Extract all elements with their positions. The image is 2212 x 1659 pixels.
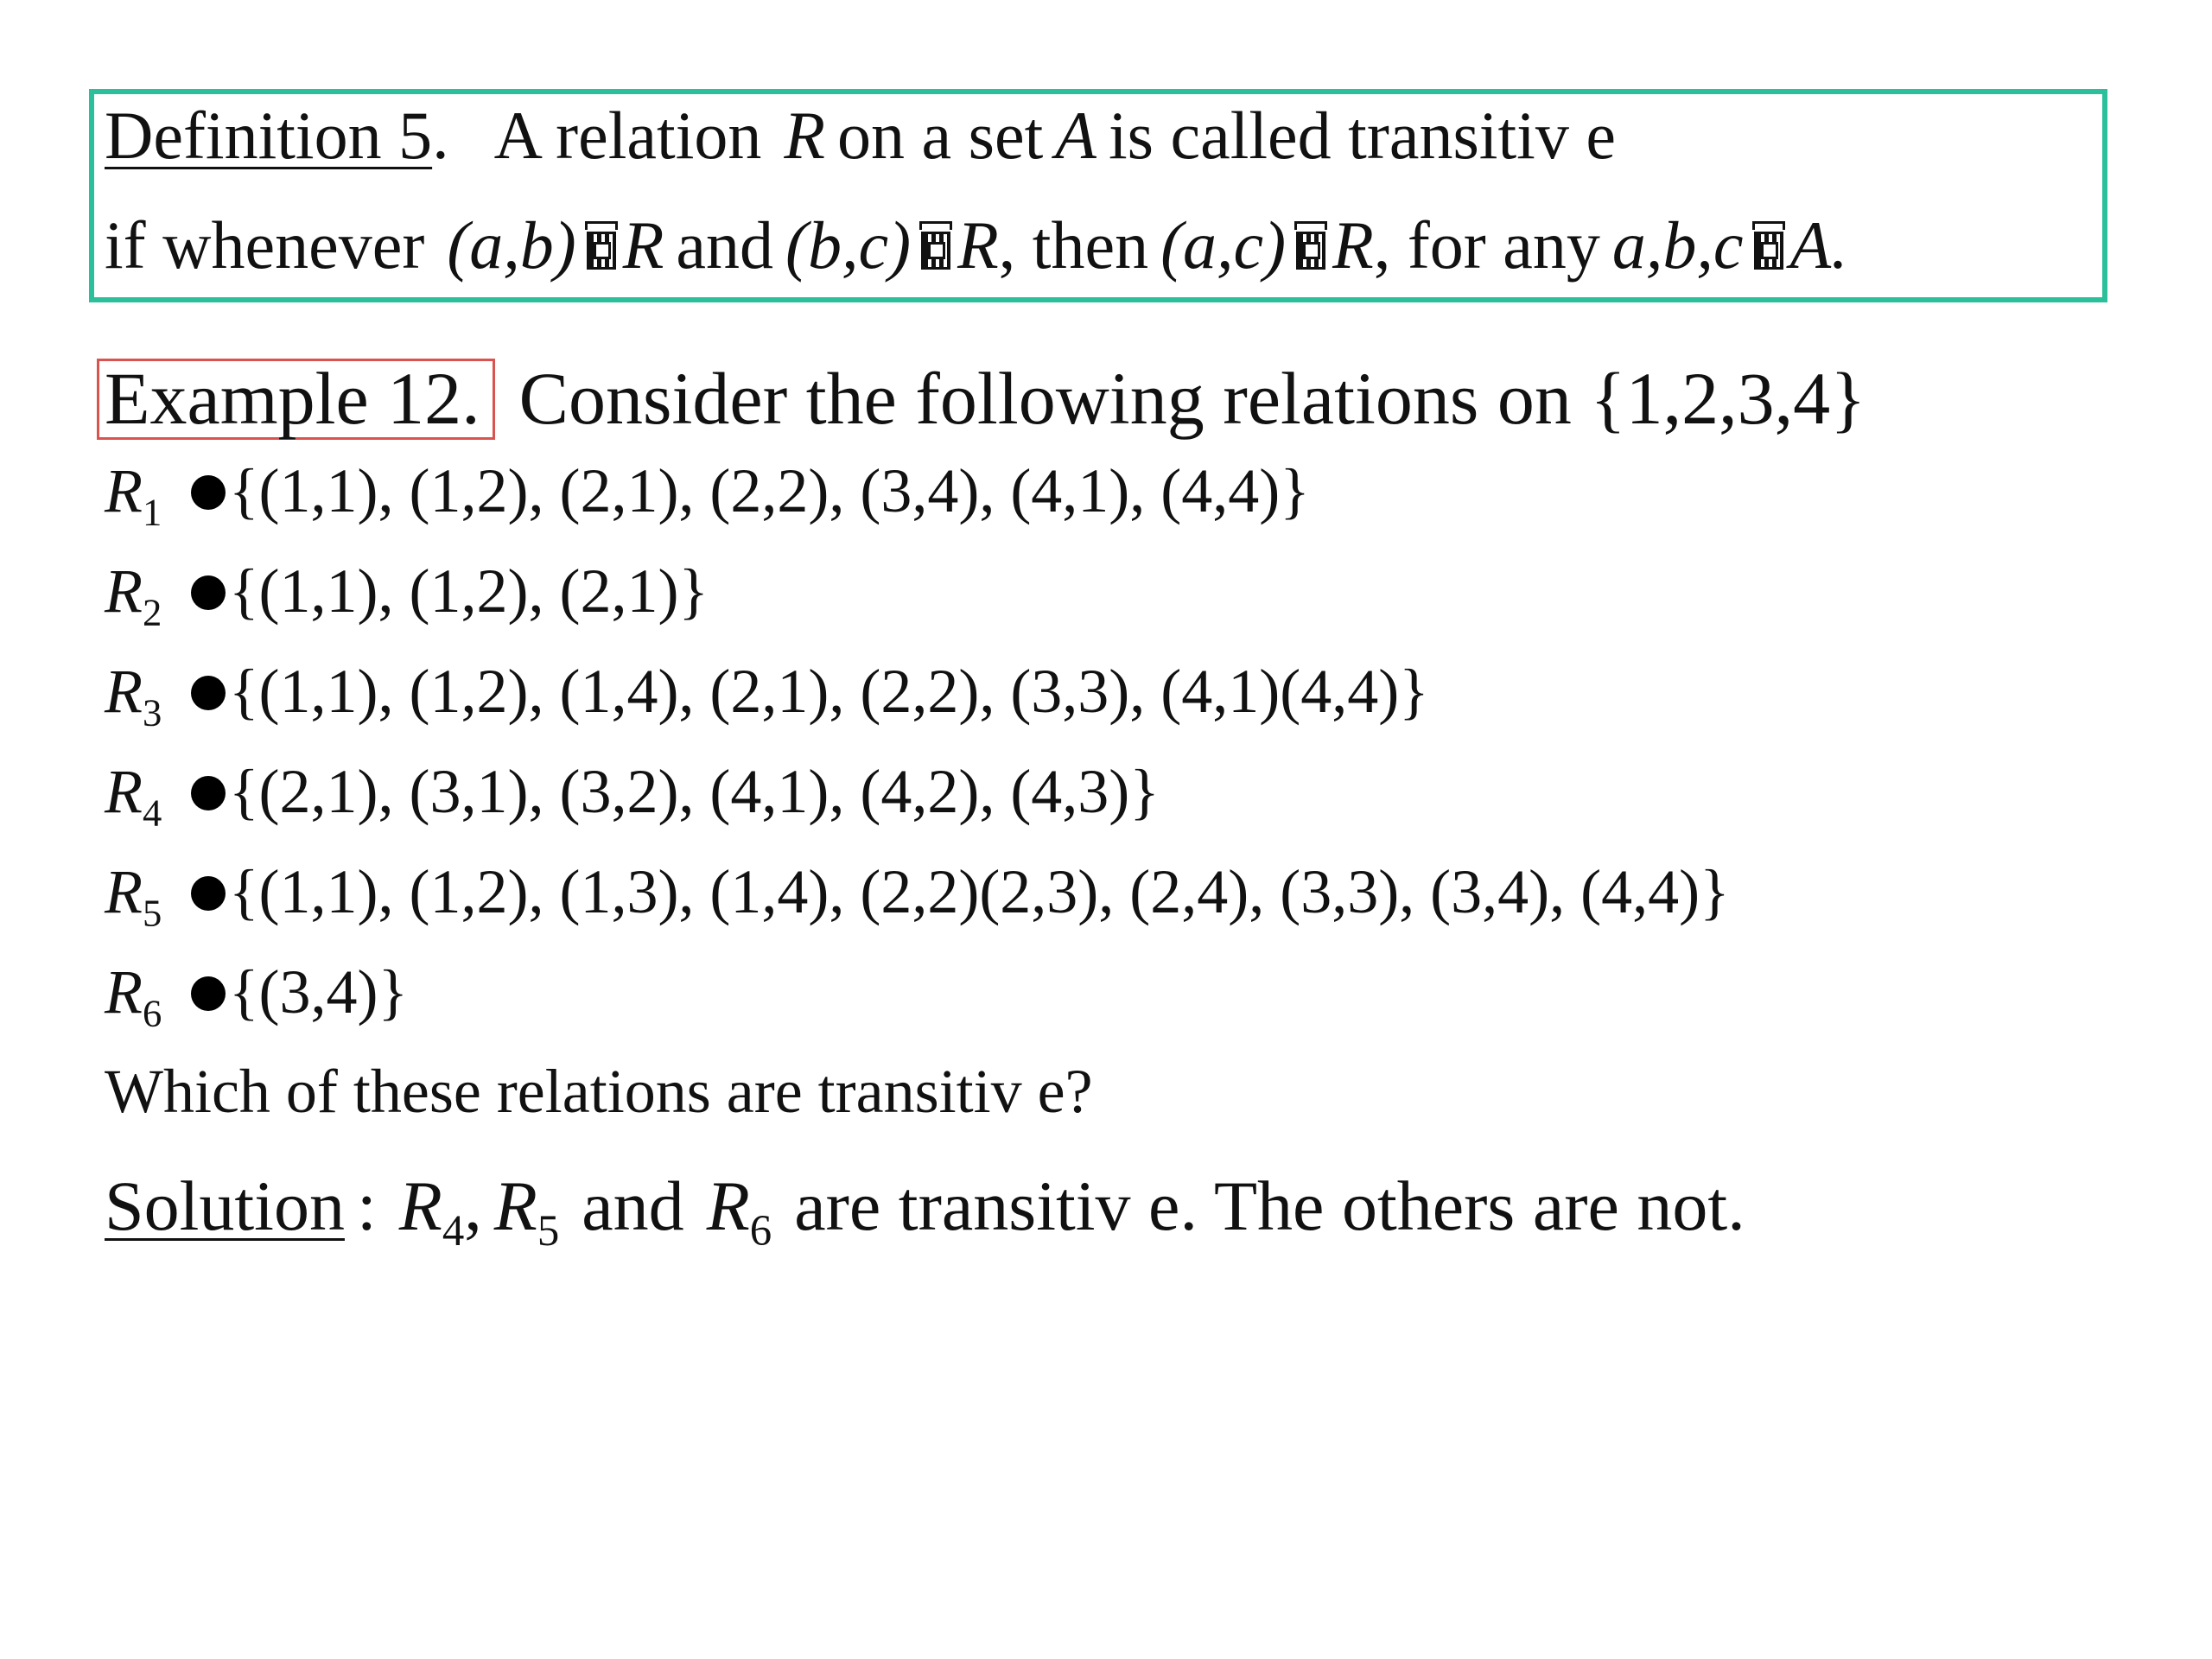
example-label: Example 12.	[97, 359, 495, 440]
solution-r5: $R_5$	[493, 1166, 560, 1255]
relation-set: {(1,1), (1,2), (2,1), (2,2), (3,4), (4,1), (4,4)}	[229, 456, 1310, 525]
definition-label: Definition 5	[105, 98, 433, 173]
vars-abc: a,b,c	[1611, 207, 1744, 283]
relation-set: {(3,4)}	[229, 957, 409, 1027]
question-text: Which of these relations are transitiv e?	[105, 1057, 1093, 1126]
relation-row	[105, 657, 1429, 734]
relation-set: {(1,1), (1,2), (1,3), (1,4), (2,2)(2,3), (2,4), (3,3), (3,4), (4,4)}	[229, 857, 1730, 926]
var-r: R	[1332, 207, 1374, 283]
bullet-icon	[191, 976, 226, 1011]
var-r: R	[957, 207, 999, 283]
is-called-text: is called transitiv e	[1108, 98, 1616, 173]
definition-line-2	[105, 207, 1848, 283]
var-r: R	[784, 98, 826, 173]
element-of-icon	[1749, 221, 1789, 275]
solution-r4: $R_4$	[398, 1166, 465, 1255]
relation-name: $R_1$	[105, 456, 162, 534]
relation-set: {(1,1), (1,2), (1,4), (2,1), (2,2), (3,3), (4,1)(4,4)}	[229, 657, 1429, 726]
solution-line	[105, 1166, 1745, 1255]
bullet-icon	[191, 475, 226, 510]
pair-ab: (a,b)	[447, 207, 576, 283]
relation-subscript: 3	[142, 690, 162, 734]
relation-row	[105, 556, 709, 634]
definition-line-1	[105, 98, 1616, 173]
solution-r6: $R_6$	[706, 1166, 772, 1255]
element-of-icon	[916, 221, 956, 275]
pair-bc: (b,c)	[785, 207, 912, 283]
relation-subscript: 1	[142, 490, 162, 534]
relation-name: $R_5$	[105, 857, 162, 935]
on-a-set-text: on a set	[837, 98, 1044, 173]
relation-subscript: 6	[142, 991, 162, 1035]
relation-set: {(1,1), (1,2), (2,1)}	[229, 556, 709, 626]
relation-row	[105, 857, 1730, 935]
if-whenever-text: if whenever	[105, 207, 425, 283]
var-a: A	[1055, 98, 1096, 173]
relation-subscript: 2	[142, 590, 162, 634]
relation-set: {(2,1), (3,1), (3,2), (4,1), (4,2), (4,3)}	[229, 757, 1160, 826]
bullet-icon	[191, 575, 226, 610]
example-heading	[97, 359, 1866, 440]
solution-and: and	[582, 1166, 684, 1245]
element-of-icon	[1291, 221, 1331, 275]
relation-name: $R_4$	[105, 757, 162, 835]
solution-comma: ,	[464, 1166, 482, 1245]
relation-row	[105, 757, 1160, 835]
and-text: and	[676, 207, 774, 283]
element-of-icon	[582, 221, 621, 275]
relation-name: $R_3$	[105, 657, 162, 734]
end-a: A.	[1789, 207, 1848, 283]
relation-name: $R_2$	[105, 556, 162, 634]
relation-subscript: 5	[142, 891, 162, 935]
solution-colon: :	[356, 1166, 377, 1245]
relation-name: $R_6$	[105, 957, 162, 1035]
bullet-icon	[191, 876, 226, 911]
example-intro: Consider the following relations on {1,2,3,4}	[518, 357, 1866, 440]
then-text: , then	[998, 207, 1149, 283]
solution-label: Solution	[105, 1166, 345, 1245]
relation-subscript: 4	[142, 791, 162, 835]
pair-ac: (a,c)	[1160, 207, 1287, 283]
solution-rest: are transitiv e. The others are not.	[794, 1166, 1745, 1245]
relation-row	[105, 456, 1310, 534]
var-r: R	[622, 207, 664, 283]
for-any-text: , for any	[1373, 207, 1600, 283]
bullet-icon	[191, 676, 226, 710]
bullet-icon	[191, 776, 226, 810]
relation-row	[105, 957, 409, 1035]
definition-text: A relation	[493, 98, 762, 173]
definition-label-period: .	[432, 98, 449, 173]
